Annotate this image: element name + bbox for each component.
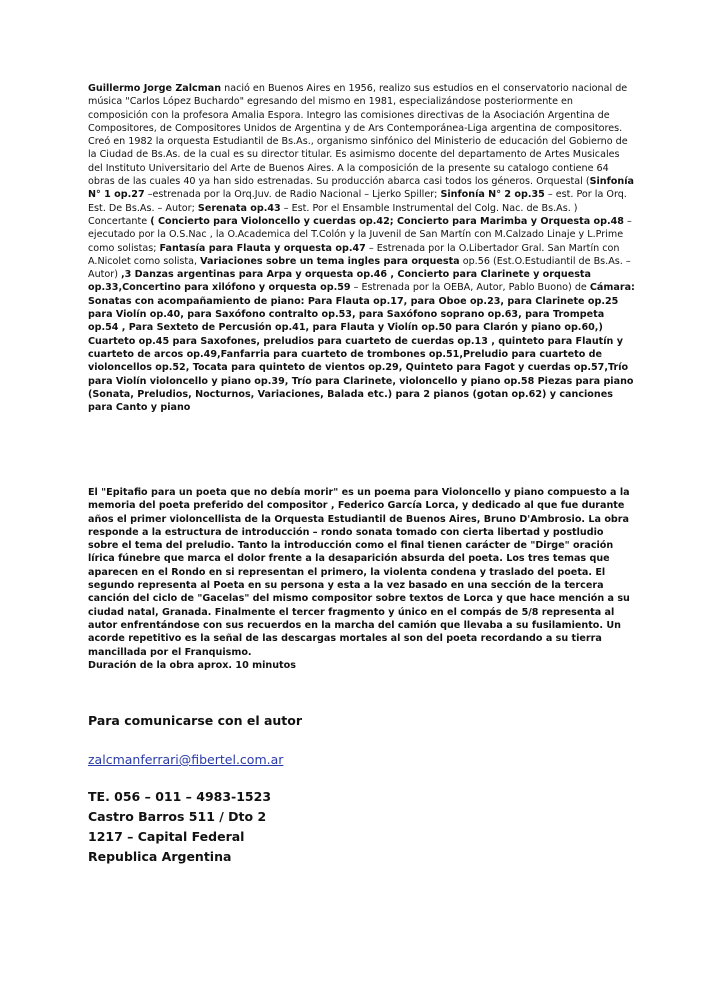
- bio-text: op.56 (Est.O.Estudiantil de Bs.As. – Autor): [88, 255, 631, 281]
- work-danzas: ,3 Danzas argentinas para Arpa y orquesta op.46 , Concierto para Clarinete y orquesta op.33,Concertino para xilófono y orquesta op.59: [88, 269, 591, 294]
- composer-name: Guillermo Jorge Zalcman: [88, 83, 222, 94]
- work-concertante: ( Concierto para Violoncello y cuerdas op.42; Concierto para Marimba y Orquesta op.48: [150, 215, 624, 227]
- country-line: Republica Argentina: [88, 849, 232, 864]
- epitafio-text: El "Epitafio para un poeta que no debía morir" es un poema para Violoncello y piano compuesto a la memoria del poeta preferido del compositor , Federico García Lorca, y dedicado al que fue durante años el primer violoncellista de la Orquesta Estudiantil de Buenos Aires, Bruno D'Ambrosio. La obra responde a la estructura de introducción – rondo sonata tomado con cierta libertad y postludio sobre el tema del preludio. Tanto la introducción como el final tienen carácter de "Dirge" oración lírica fúnebre que marca el dolor frente a la desaparición absurda del poeta. Los tres temas que aparecen en el Rondo en si representan el primero, la violenta condena y traslado del poeta. El segundo representa al Poeta en su persona y esta a la vez basado en una sección de la tercera canción del ciclo de "Gacelas" del mismo compositor sobre textos de Lorca y que hace mención a su ciudad natal, Granada. Finalmente el tercer fragmento y único en el compás de 5/8 representa al autor enfrentándose con sus recuerdos en la marcha del camión que llevaba a su fusilamiento. Un acorde repetitivo es la señal de las descargas mortales al son del poeta recordando a su tierra mancillada por el Franquismo.: [88, 487, 630, 658]
- work-sinfonia-2: Sinfonía N° 2 op.35: [440, 189, 545, 201]
- epitafio-paragraph: [88, 486, 636, 672]
- bio-text: –estrenada por la Orq.Juv. de Radio Nacional – Ljerko Spiller;: [144, 189, 441, 201]
- email-link[interactable]: zalcmanferrari@fibertel.com.ar: [88, 752, 284, 767]
- bio-text: – est. Por la Orq. Est. De Bs.As. – Autor;: [88, 189, 627, 214]
- duration-text: Duración de la obra aprox. 10 minutos: [88, 659, 296, 671]
- bio-text: – Estrenada por la OEBA, Autor, Pablo Buono) de: [350, 282, 590, 294]
- bio-text: nació en Buenos Aires en 1956, realizo sus estudios en el conservatorio nacional de música "Carlos López Buchardo" egresando del mismo en 1981, especializándose posteriormente en composición con la profesora Amalia Espora. Integro las comisiones directivas de la Asociación Argentina de Compositores, de Compositores Unidos de Argentina y de Ars Contemporánea-Liga argentina de compositores. Creó en 1982 la orquesta Estudiantil de Bs.As., organismo sinfónico del Ministerio de educación del Gobierno de la Ciudad de Bs.As. de la cual es su director titular. Es asimismo docente del departamento de Artes Musicales del Instituto Universitario del Arte de Buenos Aires. A la composición de la presente su catalogo contiene 64 obras de las cuales 40 ya han sido estrenadas. Su producción abarca casi todos los géneros. Orquestal (: [88, 83, 628, 188]
- bio-text: – ejecutado por la O.S.Nac , la O.Academica del T.Colón y la Juvenil de San Martín con M.Calzado Linaje y L.Prime como solistas;: [88, 215, 632, 254]
- street-address: Castro Barros 511 / Dto 2: [88, 809, 267, 824]
- bio-text: – Estrenada por la O.Libertador Gral. San Martín con A.Nicolet como solista,: [88, 242, 620, 267]
- work-camara: Cámara: Sonatas con acompañamiento de piano: Para Flauta op.17, para Oboe op.23, para Clarinete op.25 para Violín op.40, para Saxófono contralto op.53, para Saxófono soprano op.63, para Trompeta op.54 , Para Sexteto de Percusión op.41, para Flauta y Violín op.50 para Clarón y piano op.60,) Cuarteto op.45 para Saxofones, preludios para cuarteto de cuerdas op.13 , quinteto para Flautín y cuarteto de arcos op.49,Fanfarria para cuarteto de trombones op.51,Preludio para cuarteto de violoncellos op.52, Tocata para quinteto de vientos op.29, Quinteto para Fagot y cuerdas op.57,Trío para Violín violoncello y piano op.39, Trío para Clarinete, violoncello y piano op.58 Piezas para piano (Sonata, Preludios, Nocturnos, Variaciones, Balada etc.) para 2 pianos (gotan op.62) y canciones para Canto y piano: [88, 282, 635, 414]
- work-serenata: Serenata op.43: [197, 202, 281, 214]
- bio-text: – Est. Por el Ensamble Instrumental del Colg. Nac. de Bs.As. ) Concertante: [88, 202, 578, 227]
- phone-number: TE. 056 – 011 – 4983-1523: [88, 789, 272, 804]
- city-line: 1217 – Capital Federal: [88, 829, 245, 844]
- address-block: [88, 787, 271, 867]
- biography-paragraph: [88, 82, 636, 414]
- work-variaciones: Variaciones sobre un tema ingles para orquesta: [200, 255, 460, 267]
- work-fantasia: Fantasía para Flauta y orquesta op.47: [159, 242, 366, 254]
- contact-heading: Para comunicarse con el autor: [88, 713, 303, 728]
- work-sinfonia-1: Sinfonía N° 1 op.27: [88, 176, 634, 201]
